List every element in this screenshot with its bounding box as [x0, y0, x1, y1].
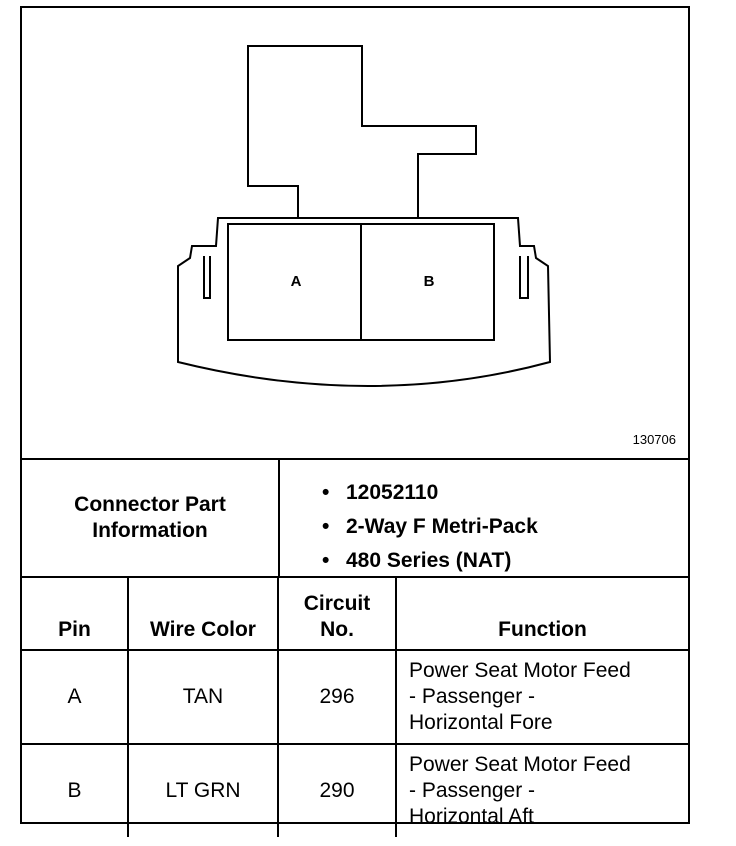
cell-pin: A — [22, 650, 128, 744]
part-info-list — [304, 476, 538, 578]
cell-function: Power Seat Motor Feed - Passenger - Horizontal Aft — [396, 744, 688, 837]
table-header-row — [22, 578, 688, 650]
right-slot-outline — [520, 256, 528, 298]
pin-table — [22, 578, 688, 837]
table-row — [22, 650, 688, 744]
cell-wire-color: TAN — [128, 650, 278, 744]
pin-label-a: A — [290, 273, 302, 290]
table-row — [22, 744, 688, 837]
part-info-label: Connector Part Information — [22, 460, 280, 576]
header-pin: Pin — [22, 578, 128, 650]
connector-info-frame — [20, 6, 690, 828]
connector-latch-outline — [248, 46, 476, 218]
header-circuit-no: Circuit No. — [278, 578, 396, 650]
part-info-item: • 480 Series (NAT) — [304, 544, 538, 578]
header-wire-color: Wire Color — [128, 578, 278, 650]
header-function: Function — [396, 578, 688, 650]
connector-diagram — [22, 8, 688, 460]
left-slot-outline — [204, 256, 210, 298]
connector-part-info — [22, 460, 688, 578]
cell-pin: B — [22, 744, 128, 837]
figure-number: 130706 — [632, 432, 676, 447]
pin-label-b: B — [423, 273, 435, 290]
cell-wire-color: LT GRN — [128, 744, 278, 837]
cell-circuit: 290 — [278, 744, 396, 837]
cell-function: Power Seat Motor Feed - Passenger - Horizontal Fore — [396, 650, 688, 744]
cell-circuit: 296 — [278, 650, 396, 744]
part-info-item: • 2-Way F Metri-Pack — [304, 510, 538, 544]
connector-face-drawing — [22, 8, 688, 458]
part-info-item: • 12052110 — [304, 476, 538, 510]
